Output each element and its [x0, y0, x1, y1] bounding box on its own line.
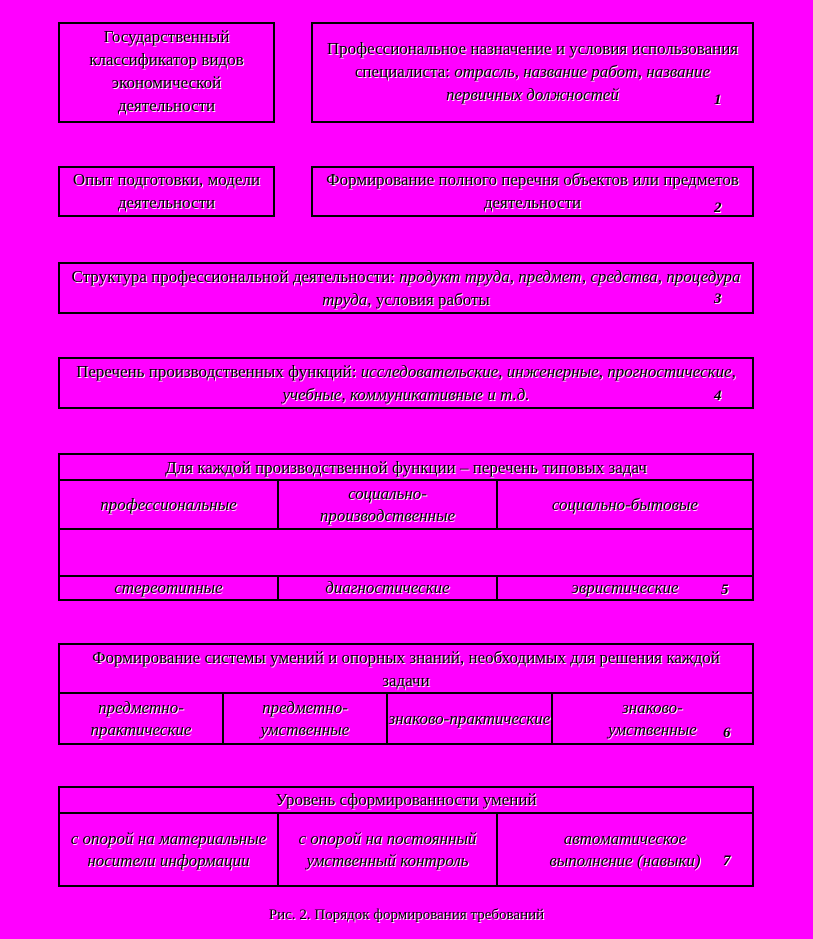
objects-text: Формирование полного перечня объектов или предметов деятельности	[326, 170, 739, 212]
task-type-professional: профессиональные	[100, 494, 237, 514]
level-header: Уровень сформированности умений	[275, 790, 537, 809]
step-number-7: 7	[723, 853, 731, 869]
step-number-6: 6	[723, 725, 731, 741]
task-kind-stereotype: стереотипные	[114, 578, 223, 597]
skill-object-mental: предметно-умственные	[260, 697, 350, 739]
purpose-lead: Профессиональное назначение и условия использования специалиста:	[326, 39, 739, 81]
step-number-1: 1	[714, 92, 722, 108]
structure-italic: продукт труда, предмет, средства, процедура труда	[322, 267, 741, 309]
structure-text	[66, 265, 746, 311]
purpose-italic: отрасль, название работ, название первичных должностей	[446, 62, 711, 104]
skill-sign-mental: знаково-умственные	[608, 697, 697, 739]
step-number-2: 2	[714, 200, 722, 216]
functions-text	[66, 360, 746, 406]
tasks-divider-2	[58, 528, 754, 530]
step-number-3: 3	[714, 291, 722, 307]
tasks-header: Для каждой производственной функции – перечень типовых задач	[165, 458, 647, 477]
skill-object-practical: предметно-практические	[90, 697, 192, 739]
structure-lead: Структура профессиональной деятельности:	[71, 267, 400, 286]
classifier-text: Государственный классификатор видов экономической деятельности	[89, 27, 244, 115]
structure-tail: , условия работы	[367, 290, 490, 309]
figure-caption: Рис. 2. Порядок формирования требований	[268, 907, 545, 923]
task-kind-heuristic: эвристические	[571, 578, 679, 597]
task-type-social-production: социально-производственные	[319, 483, 456, 525]
step-number-4: 4	[714, 388, 722, 404]
experience-text: Опыт подготовки, модели деятельности	[72, 170, 261, 212]
functions-lead: Перечень производственных функций:	[76, 362, 361, 381]
purpose-text	[322, 37, 743, 106]
skills-header: Формирование системы умений и опорных знаний, необходимых для решения каждой задачи	[92, 648, 720, 690]
functions-italic: исследовательские, инженерные, прогностические, учебные, коммуникативные и т.д.	[282, 362, 736, 404]
level-automatic: автоматическое выполнение (навыки)	[549, 828, 701, 870]
level-mental-control: с опорой на постоянный умственный контроль	[298, 828, 477, 870]
task-kind-diagnostic: диагностические	[325, 578, 450, 597]
task-type-social-domestic: социально-бытовые	[551, 494, 699, 514]
step-number-5: 5	[721, 582, 729, 598]
skill-sign-practical: знаково-практические	[388, 708, 551, 728]
level-material-support: с опорой на материальные носители информации	[70, 828, 267, 870]
